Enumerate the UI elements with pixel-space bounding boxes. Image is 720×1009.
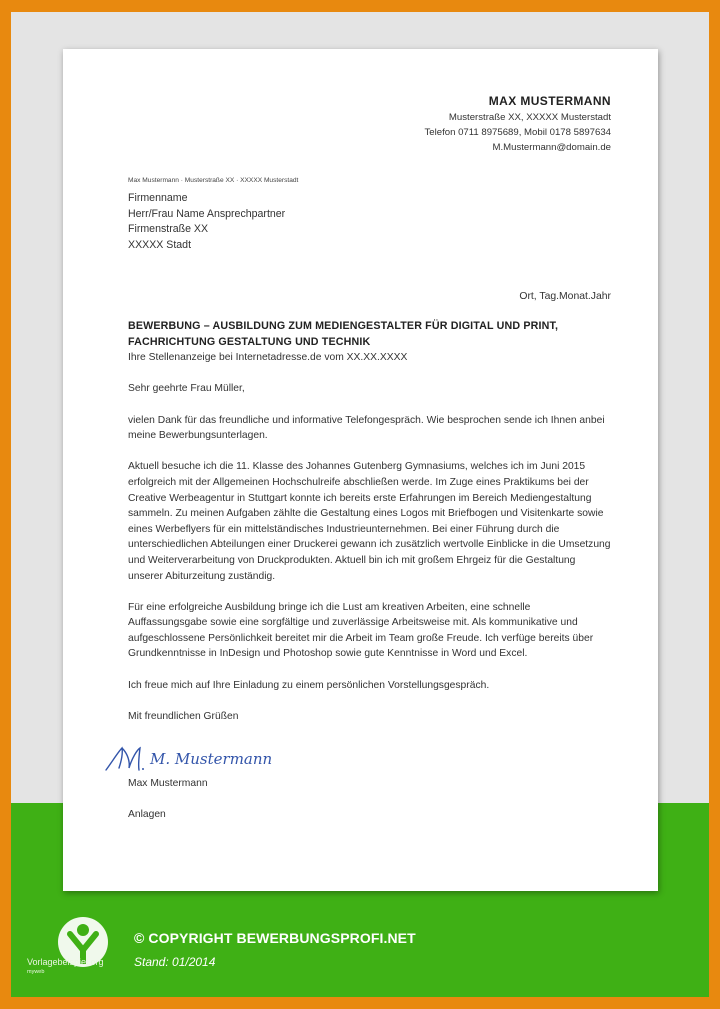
watermark-main: Vorlagebeispiel.org	[27, 957, 104, 967]
paragraph-2: Aktuell besuche ich die 11. Klasse des Johannes Gutenberg Gymnasiums, welches ich im Juni 2015 erfolgreich mit der Allgemeinen Hochschulreife abschließen werde. Im Zuge eines Praktikums bei der Creative Werbeagentur in Stuttgart konnte ich bereits erste Erfahrungen im Bereich Mediengestaltung sammeln. Zu meinen Aufgaben zählte die Gestaltung eines Logos mit Briefbogen und Visitenkarte sowie eines Werbeflyers für ein mittelständisches Industrieunternehmen. Bei einer Führung durch die unterschiedlichen Abteilungen einer Druckerei gewann ich zusätzlich wertvolle Einblicke in die Umsetzung und Weiterverarbeitung von Druckprodukten. Aktuell bin ich mit großem Ehrgeiz für die Gestaltung unserer Abiturzeitung zuständig.	[128, 461, 611, 582]
attachments-label: Anlagen	[128, 809, 166, 821]
recipient-contact: Herr/Frau Name Ansprechpartner	[128, 207, 286, 220]
subject-line-1: BEWERBUNG – AUSBILDUNG ZUM MEDIENGESTALTER FÜR DIGITAL UND PRINT,	[128, 320, 559, 332]
sender-name: MAX MUSTERMANN	[488, 94, 611, 108]
recipient-block	[128, 191, 285, 253]
signature-text: M. Mustermann	[150, 750, 273, 769]
sender-email: M.Mustermann@domain.de	[492, 142, 611, 153]
signature-graphic	[102, 740, 302, 776]
recipient-company: Firmenname	[128, 192, 188, 204]
sender-phone: Telefon 0711 8975689, Mobil 0178 5897634	[424, 127, 611, 138]
letter-sheet	[63, 49, 658, 891]
signer-name: Max Mustermann	[128, 778, 208, 790]
signature	[102, 740, 612, 776]
letter-date: Ort, Tag.Monat.Jahr	[519, 291, 611, 302]
paragraph-4: Ich freue mich auf Ihre Einladung zu einem persönlichen Vorstellungsgespräch.	[128, 679, 490, 691]
page-frame	[11, 12, 709, 997]
watermark-sub: myweb	[27, 969, 45, 975]
copyright-text: © COPYRIGHT BEWERBUNGSPROFI.NET	[134, 930, 416, 946]
sender-street: Musterstraße XX, XXXXX Musterstadt	[448, 112, 611, 123]
paragraph-3: Für eine erfolgreiche Ausbildung bringe ich die Lust am kreativen Arbeiten, eine schnelle Auffassungsgabe sowie eine sorgfältige und zuverlässige Arbeitsweise mit. Als kommunikative und aufgeschlossene Persönlichkeit bereitet mir die Arbeit im Team große Freude. Ich verfüge bereits über Grundkenntnisse in InDesign und Photoshop sowie gute Kenntnisse in Word und Excel.	[128, 601, 594, 660]
sender-block	[424, 92, 611, 155]
letter-body	[128, 319, 612, 823]
stand-date: Stand: 01/2014	[134, 955, 216, 969]
return-address-line: Max Mustermann · Musterstraße XX · XXXXX Musterstadt	[128, 177, 299, 184]
paragraph-1: vielen Dank für das freundliche und informative Telefongespräch. Wie besprochen sende ich Ihnen anbei meine Bewerbungsunterlagen.	[128, 414, 605, 442]
recipient-city: XXXXX Stadt	[128, 238, 192, 251]
closing: Mit freundlichen Grüßen	[128, 710, 239, 722]
subject-line-2: FACHRICHTUNG GESTALTUNG UND TECHNIK	[128, 335, 371, 348]
watermark-text	[27, 957, 104, 977]
salutation: Sehr geehrte Frau Müller,	[128, 383, 245, 395]
subject-reference: Ihre Stellenanzeige bei Internetadresse.de vom XX.XX.XXXX	[128, 352, 408, 364]
recipient-street: Firmenstraße XX	[128, 223, 209, 236]
